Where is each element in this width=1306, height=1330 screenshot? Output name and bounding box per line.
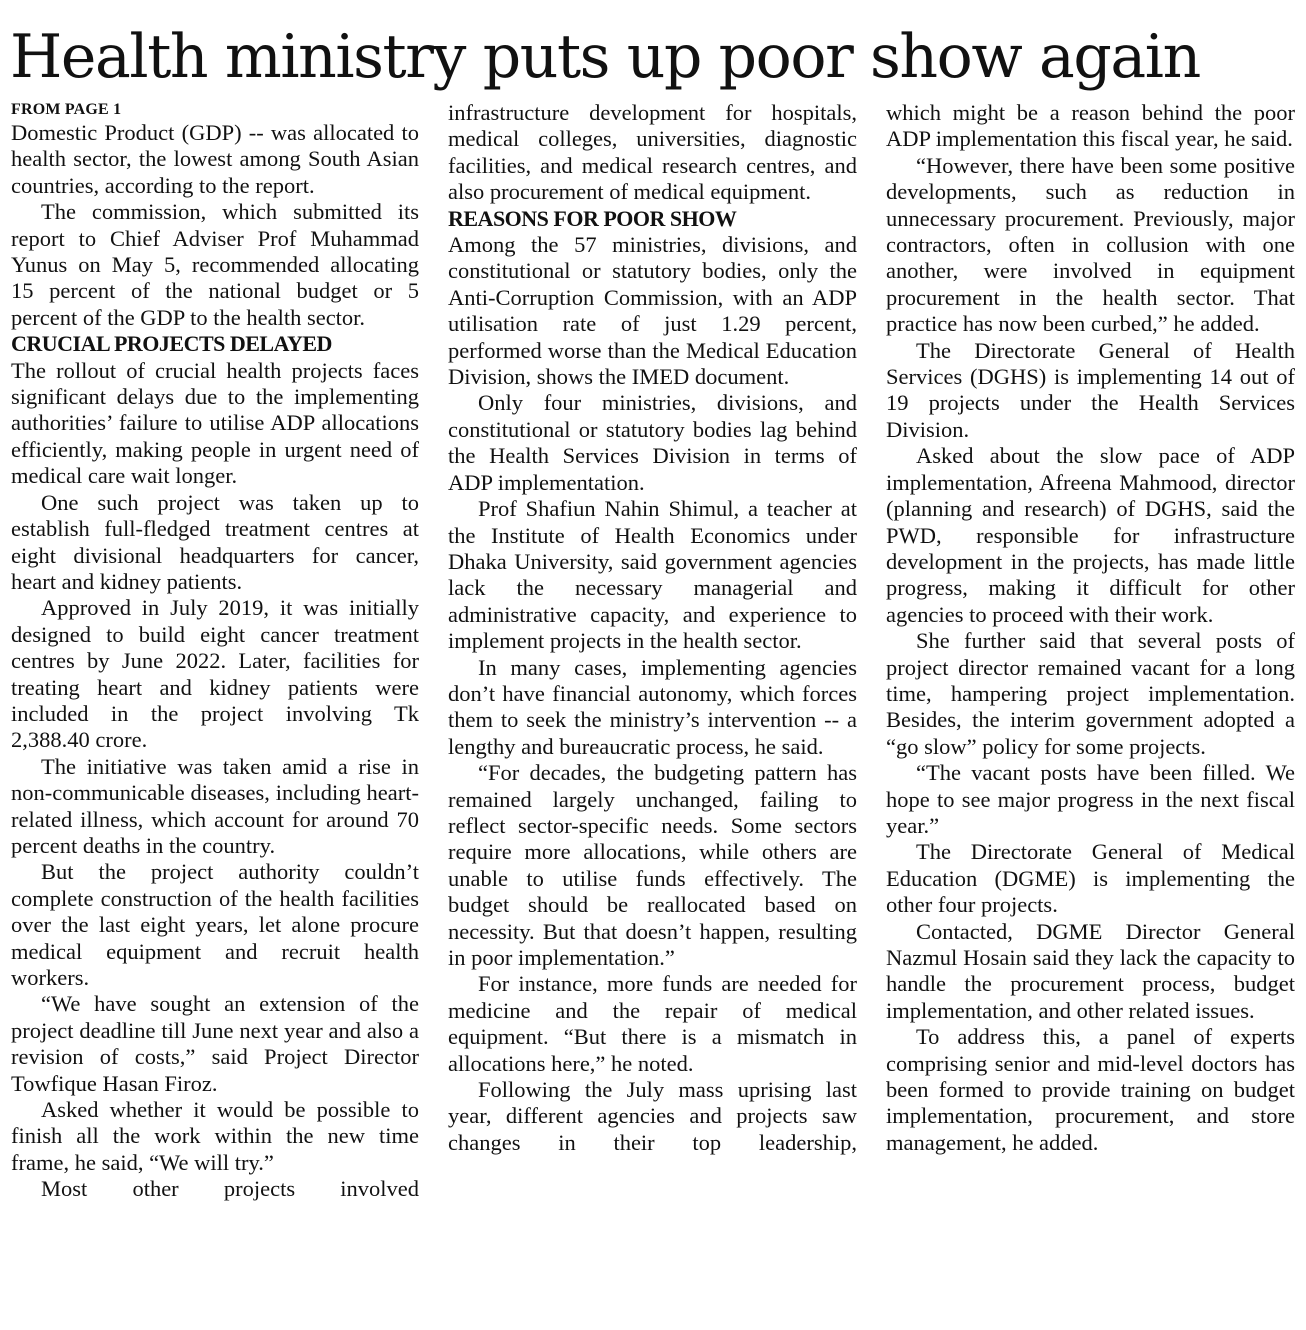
- paragraph: The Directorate General of Medical Education (DGME) is implementing the other four projects.: [886, 839, 1295, 918]
- paragraph: Following the July mass uprising last year, different agencies and projects saw changes in their top leadership,: [448, 1077, 857, 1155]
- article-column-1: [11, 100, 419, 1325]
- paragraph: Asked whether it would be possible to finish all the work within the new time frame, he said, “We will try.”: [11, 1097, 419, 1175]
- paragraph: Prof Shafiun Nahin Shimul, a teacher at the Institute of Health Economics under Dhaka University, said government agencies lack the necessary managerial and administrative capacity, and experience to implement projects in the health sector.: [448, 496, 857, 654]
- paragraph: The commission, which submitted its report to Chief Adviser Prof Muhammad Yunus on May 5, recommended allocating 15 percent of the national budget or 5 percent of the GDP to the health sector.: [11, 199, 419, 330]
- paragraph: She further said that several posts of project director remained vacant for a long time, hampering project implementation. Besides, the interim government adopted a “go slow” policy for some projects.: [886, 628, 1295, 759]
- paragraph: The rollout of crucial health projects faces significant delays due to the implementing authorities’ failure to utilise ADP allocations efficiently, making people in urgent need of medical care wait longer.: [11, 357, 419, 489]
- paragraph: “For decades, the budgeting pattern has remained largely unchanged, failing to reflect sector-specific needs. Some sectors require more allocations, while others are unable to utilise funds effectively. The budget should be reallocated based on necessity. But that doesn’t happen, resulting in poor implementation.”: [448, 760, 857, 970]
- from-page-kicker: FROM PAGE 1: [11, 101, 122, 118]
- paragraph: Among the 57 ministries, divisions, and constitutional or statutory bodies, only the Anti-Corruption Commission, with an ADP utilisation rate of just 1.29 percent, performed worse than the Medical Education Division, shows the IMED document.: [448, 232, 857, 390]
- subhead-reasons-for-poor-show: REASONS FOR POOR SHOW: [448, 205, 737, 231]
- paragraph: But the project authority couldn’t complete construction of the health facilities over the last eight years, let alone procure medical equipment and recruit health workers.: [11, 859, 419, 990]
- paragraph: “However, there have been some positive developments, such as reduction in unnecessary procurement. Previously, major contractors, often in collusion with one another, were involved in equipment procurement in the health sector. That practice has now been curbed,” he added.: [886, 152, 1295, 337]
- article-column-3: [886, 100, 1295, 1325]
- paragraph: Domestic Product (GDP) -- was allocated to health sector, the lowest among South Asian countries, according to the report.: [11, 120, 419, 198]
- paragraph: Asked about the slow pace of ADP implementation, Afreena Mahmood, director (planning and research) of DGHS, said the PWD, responsible for infrastructure development in the projects, has made little progress, making it difficult for other agencies to proceed with their work.: [886, 443, 1295, 627]
- paragraph: “We have sought an extension of the project deadline till June next year and also a revision of costs,” said Project Director Towfique Hasan Firoz.: [11, 991, 419, 1096]
- paragraph: Contacted, DGME Director General Nazmul Hosain said they lack the capacity to handle the procurement process, budget implementation, and other related issues.: [886, 918, 1295, 1023]
- paragraph: To address this, a panel of experts comprising senior and mid-level doctors has been formed to provide training on budget implementation, procurement, and store management, he added.: [886, 1024, 1295, 1155]
- paragraph: Most other projects involved: [41, 1176, 419, 1202]
- paragraph: infrastructure development for hospitals, medical colleges, universities, diagnostic facilities, and medical research centres, and also procurement of medical equipment.: [448, 100, 857, 205]
- subhead-crucial-projects-delayed: CRUCIAL PROJECTS DELAYED: [11, 331, 332, 357]
- paragraph: One such project was taken up to establish full-fledged treatment centres at eight divisional headquarters for cancer, heart and kidney patients.: [11, 489, 419, 594]
- headline: Health ministry puts up poor show again: [10, 22, 1200, 92]
- paragraph: which might be a reason behind the poor ADP implementation this fiscal year, he said.: [886, 100, 1295, 152]
- paragraph: Approved in July 2019, it was initially designed to build eight cancer treatment centres by June 2022. Later, facilities for treating heart and kidney patients were included in the project involving Tk 2,388.40 crore.: [11, 595, 419, 753]
- paragraph: Only four ministries, divisions, and constitutional or statutory bodies lag behind the Health Services Division in terms of ADP implementation.: [448, 390, 857, 495]
- paragraph: In many cases, implementing agencies don’t have financial autonomy, which forces them to seek the ministry’s intervention -- a lengthy and bureaucratic process, he said.: [448, 654, 857, 759]
- paragraph: The initiative was taken amid a rise in non-communicable diseases, including heart-related illness, which account for around 70 percent deaths in the country.: [11, 753, 419, 858]
- article-column-2: [448, 100, 857, 1325]
- paragraph: For instance, more funds are needed for medicine and the repair of medical equipment. “But there is a mismatch in allocations here,” he noted.: [448, 971, 857, 1076]
- paragraph: The Directorate General of Health Services (DGHS) is implementing 14 out of 19 projects under the Health Services Division.: [886, 337, 1295, 442]
- paragraph: “The vacant posts have been filled. We hope to see major progress in the next fiscal year.”: [886, 760, 1295, 838]
